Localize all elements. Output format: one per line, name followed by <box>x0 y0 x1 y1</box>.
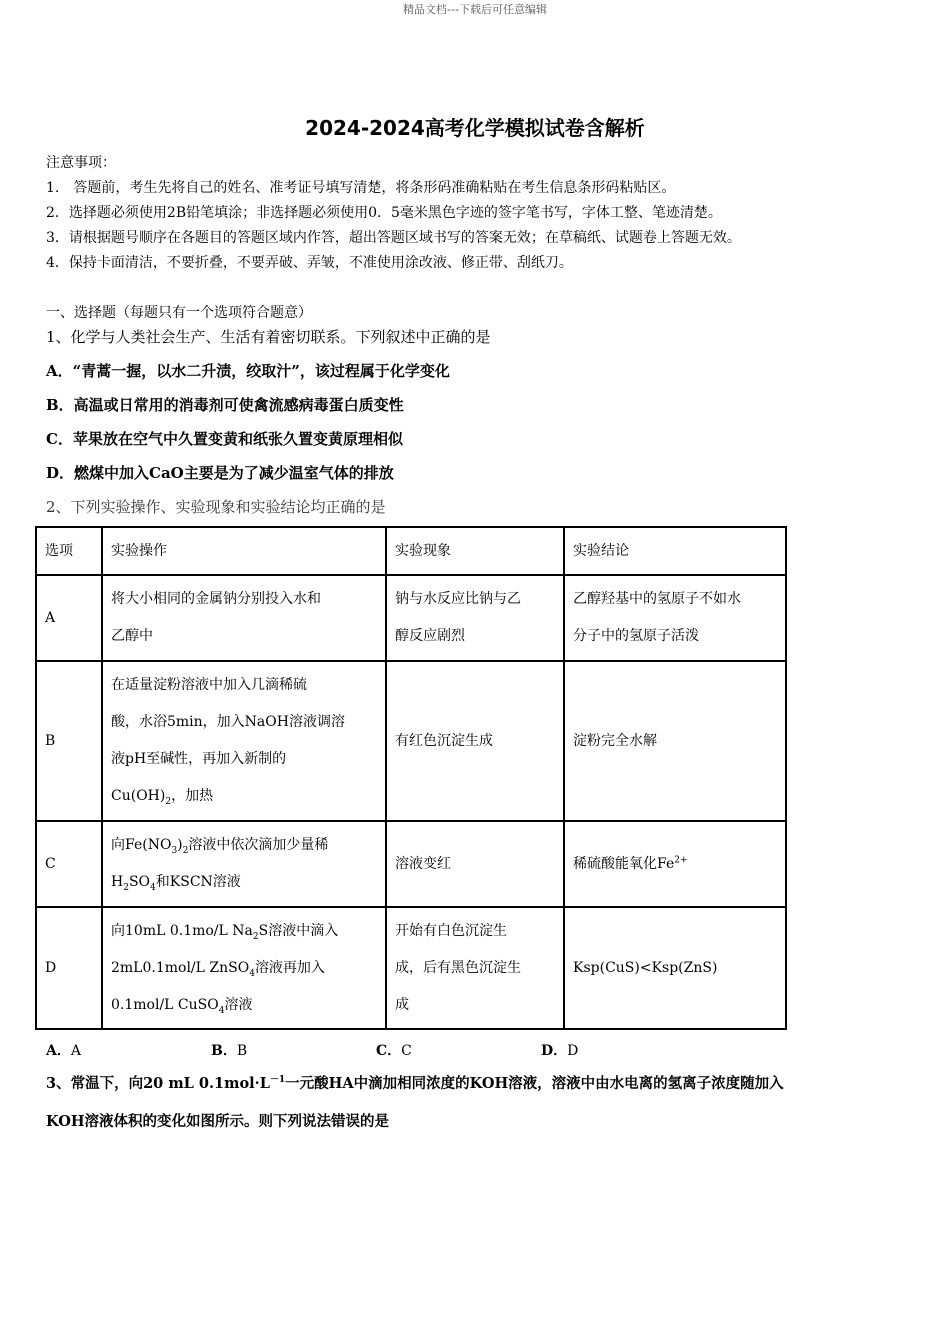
notice-item-2: 2．选择题必须使用2B铅笔填涂；非选择题必须使用0．5毫米黑色字迹的签字笔书写，字体工整、笔迹清楚。 <box>46 205 722 221</box>
page-header: 精品文档---下载后可任意编辑 <box>403 3 547 16</box>
row-label: B <box>36 661 102 821</box>
row-phenomenon <box>386 907 564 1029</box>
cell-line: 向10mL 0.1mo/L $Na_2S$溶液中滴入 <box>111 922 339 942</box>
cell-line: 分子中的氢原子活泼 <box>573 628 699 644</box>
q2-answer-d: D．D <box>541 1043 579 1059</box>
row-operation <box>102 575 386 661</box>
row-conclusion: Ksp(CuS)<Ksp(ZnS) <box>564 907 786 1029</box>
header-phenomenon: 实验现象 <box>386 527 564 575</box>
cell-line: 钠与水反应比钠与乙 <box>395 591 521 607</box>
cell-line: 酸，水浴5min，加入NaOH溶液调溶 <box>111 714 345 730</box>
table-row <box>36 661 786 821</box>
question-2-stem: 2、下列实验操作、实验现象和实验结论均正确的是 <box>46 498 386 516</box>
cell-line: 向$Fe(NO_3)_2$溶液中依次滴加少量稀 <box>111 837 329 856</box>
cell-line: 成，后有黑色沉淀生 <box>395 959 521 976</box>
notice-item-3: 3．请根据题号顺序在各题目的答题区域内作答，超出答题区域书写的答案无效；在草稿纸、试题卷上答题无效。 <box>46 230 741 246</box>
row-label: C <box>36 821 102 907</box>
question-3-stem-line-2: KOH溶液体积的变化如图所示。则下列说法错误的是 <box>46 1113 390 1130</box>
row-conclusion: 稀硫酸能氧化$Fe^{2+}$ <box>564 821 786 907</box>
cell-line: $Cu(OH)_2$，加热 <box>111 788 214 807</box>
q1-option-b: B．高温或日常用的消毒剂可使禽流感病毒蛋白质变性 <box>46 396 404 414</box>
row-label: D <box>36 907 102 1029</box>
cell-line: 成 <box>395 996 409 1013</box>
table-row <box>36 575 786 661</box>
experiment-table <box>35 526 787 1030</box>
cell-line: 开始有白色沉淀生 <box>395 922 507 939</box>
row-conclusion <box>564 575 786 661</box>
cell-line: 在适量淀粉溶液中加入几滴稀硫 <box>111 677 307 693</box>
notice-heading: 注意事项： <box>46 155 116 171</box>
row-phenomenon: 溶液变红 <box>386 821 564 907</box>
cell-line: 乙醇羟基中的氢原子不如水 <box>573 591 741 607</box>
q2-answer-b: B．B <box>211 1043 248 1059</box>
q2-answer-c: C．C <box>376 1043 412 1059</box>
q1-option-a: A．“青蒿一握，以水二升渍，绞取汁”，该过程属于化学变化 <box>46 362 450 380</box>
cell-line: 将大小相同的金属钠分别投入水和 <box>111 591 321 607</box>
question-1-stem: 1、化学与人类社会生产、生活有着密切联系。下列叙述中正确的是 <box>46 328 491 346</box>
cell-line: 液pH至碱性，再加入新制的 <box>111 751 287 767</box>
cell-line: 2mL0.1mol/L ZnSO$_4$溶液再加入 <box>111 959 325 979</box>
cell-line: 乙醇中 <box>111 628 153 644</box>
q2-answer-a: A．A <box>46 1043 81 1059</box>
notice-item-1: 1. 答题前，考生先将自己的姓名、准考证号填写清楚，将条形码准确粘贴在考生信息条形码粘贴区。 <box>46 180 676 196</box>
section-heading: 一、选择题（每题只有一个选项符合题意） <box>46 305 312 321</box>
header-option: 选项 <box>36 527 102 575</box>
question-3-stem-line-1: 3、常温下，向20 mL $0.1mol\cdot L^{-1}$一元酸HA中滴加相同浓度的KOH溶液，溶液中由水电离的氢离子浓度随加入 <box>46 1075 784 1092</box>
cell-line: 0.1mol/L CuSO$_4$溶液 <box>111 996 253 1016</box>
cell-line: 醇反应剧烈 <box>395 628 465 644</box>
page-title: 2024-2024高考化学模拟试卷含解析 <box>305 116 645 140</box>
row-operation <box>102 907 386 1029</box>
header-conclusion: 实验结论 <box>564 527 786 575</box>
row-operation <box>102 661 386 821</box>
cell-line: $H_2SO_4$和KSCN溶液 <box>111 874 241 893</box>
q1-option-c: C．苹果放在空气中久置变黄和纸张久置变黄原理相似 <box>46 430 403 448</box>
q1-option-d: D．燃煤中加入CaO主要是为了减少温室气体的排放 <box>46 464 394 482</box>
table-row <box>36 821 786 907</box>
row-label: A <box>36 575 102 661</box>
row-conclusion: 淀粉完全水解 <box>564 661 786 821</box>
row-operation <box>102 821 386 907</box>
notice-item-4: 4．保持卡面清洁，不要折叠，不要弄破、弄皱，不准使用涂改液、修正带、刮纸刀。 <box>46 255 573 271</box>
row-phenomenon: 有红色沉淀生成 <box>386 661 564 821</box>
header-operation: 实验操作 <box>102 527 386 575</box>
table-header-row <box>36 527 786 575</box>
table-row <box>36 907 786 1029</box>
row-phenomenon <box>386 575 564 661</box>
